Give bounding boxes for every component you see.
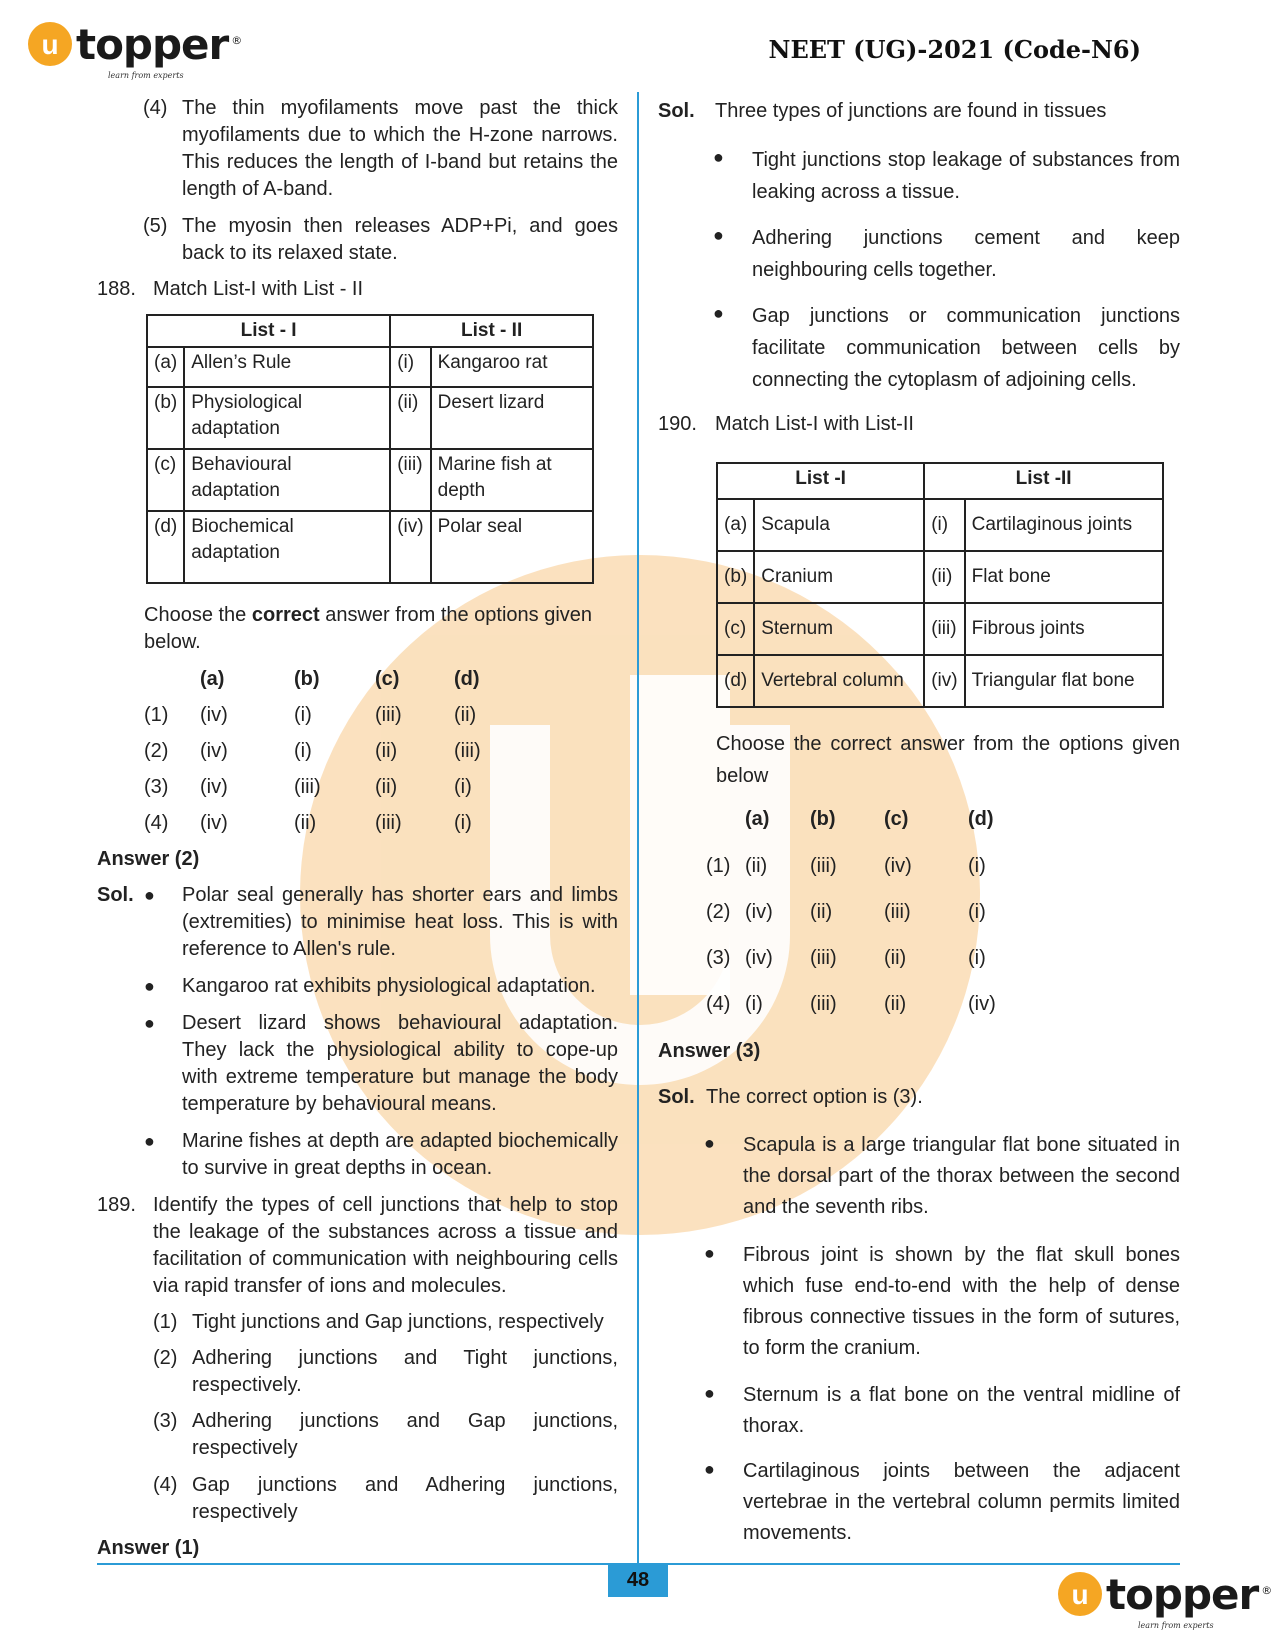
- opt-head: (d): [454, 668, 480, 690]
- sol-label: Sol.: [658, 1086, 695, 1108]
- sol-line: movements.: [743, 1522, 852, 1544]
- sol-intro: Three types of junctions are found in tissues: [715, 100, 1107, 122]
- table-cell: Behavioural adaptation: [184, 449, 390, 511]
- sol-line: Sternum is a flat bone on the ventral midline of: [743, 1384, 1180, 1406]
- sol-text: The correct option is (3).: [706, 1086, 923, 1108]
- sol-line: Tight junctions stop leakage of substances from: [752, 149, 1180, 171]
- table-head: List - II: [390, 315, 593, 347]
- option-number: (2): [144, 740, 169, 762]
- option-cell: (iii): [294, 776, 321, 798]
- sol-line: Marine fishes at depth are adapted biochemically: [182, 1130, 618, 1152]
- sol-line: thorax.: [743, 1415, 805, 1437]
- table-cell: Triangular flat bone: [965, 655, 1163, 707]
- option-cell: (iv): [200, 812, 228, 834]
- opt-head: (b): [810, 808, 836, 830]
- table-cell: (iii): [390, 449, 430, 511]
- option-cell: (ii): [884, 993, 907, 1015]
- option-text: Tight junctions and Gap junctions, respectively: [192, 1311, 604, 1333]
- option-number: (2): [153, 1347, 178, 1369]
- footer-brand-tagline: learn from experts: [1138, 1621, 1214, 1630]
- option-cell: (iv): [200, 740, 228, 762]
- bullet-icon: ●: [144, 885, 155, 905]
- q188-answer: Answer (2): [97, 848, 200, 870]
- q189-line: facilitation of communication with neighbouring cells: [153, 1248, 618, 1270]
- option-cell: (i): [454, 812, 472, 834]
- table-cell: (i): [390, 347, 430, 387]
- option-cell: (i): [968, 901, 986, 923]
- sol-line: and the seventh ribs.: [743, 1196, 929, 1218]
- q187-opt4-line: myofilaments due to which the H-zone narrows.: [182, 124, 618, 146]
- bullet-icon: ●: [713, 303, 724, 323]
- sol-line: the dorsal part of the thorax between the second: [743, 1165, 1180, 1187]
- opt-head: (c): [884, 808, 909, 830]
- option-number: (2): [706, 901, 731, 923]
- q189-number: 189.: [97, 1194, 136, 1216]
- table-cell: (iv): [390, 511, 430, 583]
- topper-u-icon: u: [1058, 1572, 1102, 1616]
- option-cell: (ii): [810, 901, 833, 923]
- q190-answer: Answer (3): [658, 1040, 761, 1062]
- option-cell: (iv): [884, 855, 912, 877]
- option-cell: (iii): [454, 740, 481, 762]
- option-number: (1): [153, 1311, 178, 1333]
- sol-line: (extremities) to minimise heat loss. This is with: [182, 911, 618, 933]
- q190-question: Match List-I with List-II: [715, 413, 914, 435]
- option-text: Gap junctions and Adhering junctions,: [192, 1474, 618, 1496]
- sol-line: Scapula is a large triangular flat bone situated in: [743, 1134, 1180, 1156]
- q188-choose-line2: below.: [144, 631, 201, 653]
- table-head: List - I: [147, 315, 390, 347]
- table-cell: (i): [924, 499, 964, 551]
- table-cell: (a): [717, 499, 754, 551]
- opt-head: (c): [375, 668, 400, 690]
- bullet-icon: ●: [144, 976, 155, 996]
- bullet-icon: ●: [713, 225, 724, 245]
- table-cell: Cranium: [754, 551, 924, 603]
- q189-answer: Answer (1): [97, 1537, 200, 1559]
- sol-line: to survive in great depths in ocean.: [182, 1157, 493, 1179]
- q188-choose-line: Choose the correct answer from the options given: [144, 604, 593, 626]
- footer-brand-name: topper ®: [1106, 1569, 1273, 1619]
- table-cell: Scapula: [754, 499, 924, 551]
- option-cell: (iv): [200, 776, 228, 798]
- option-cell: (ii): [884, 947, 907, 969]
- option-cell: (iii): [375, 704, 402, 726]
- option-number: (3): [144, 776, 169, 798]
- option-cell: (iv): [200, 704, 228, 726]
- table-cell: (iii): [924, 603, 964, 655]
- brand-name: topper ®: [76, 19, 243, 69]
- sol-line: They lack the physiological ability to cope-up: [182, 1039, 618, 1061]
- q187-opt5-line: The myosin then releases ADP+Pi, and goes: [182, 215, 618, 237]
- option-number: (1): [144, 704, 169, 726]
- sol-line: which fuse end-to-end with the help of dense: [743, 1275, 1180, 1297]
- q187-opt4-line: The thin myofilaments move past the thick: [182, 97, 618, 119]
- sol-line: Cartilaginous joints between the adjacent: [743, 1460, 1180, 1482]
- sol-line: vertebrae in the vertebral column permits limited: [743, 1491, 1180, 1513]
- q189-line: the leakage of the substances across a tissue and: [153, 1221, 618, 1243]
- sol-line: with extreme temperature but manage the body: [182, 1066, 618, 1088]
- option-number: (3): [706, 947, 731, 969]
- table-cell: (d): [147, 511, 184, 583]
- option-cell: (ii): [375, 776, 398, 798]
- option-text: respectively: [192, 1437, 298, 1459]
- opt-head: (a): [200, 668, 225, 690]
- table-cell: (c): [147, 449, 184, 511]
- q188-match-table: [146, 314, 594, 584]
- q190-choose-line2: below: [716, 765, 769, 787]
- sol-line: Gap junctions or communication junctions: [752, 305, 1180, 327]
- option-text: respectively.: [192, 1374, 302, 1396]
- option-cell: (i): [745, 993, 763, 1015]
- table-cell: (a): [147, 347, 184, 387]
- option-cell: (iv): [968, 993, 996, 1015]
- brand-tagline: learn from experts: [108, 71, 184, 80]
- q190-choose-line: Choose the correct answer from the options given: [716, 733, 1180, 755]
- table-cell: (ii): [390, 387, 430, 449]
- sol-label: Sol.: [97, 884, 134, 906]
- table-cell: Desert lizard: [431, 387, 593, 449]
- table-head: List -I: [717, 463, 924, 499]
- sol-line: Adhering junctions cement and keep: [752, 227, 1180, 249]
- sol-line: leaking across a tissue.: [752, 181, 960, 203]
- option-cell: (ii): [294, 812, 317, 834]
- opt-head: (d): [968, 808, 994, 830]
- opt-head: (a): [745, 808, 770, 830]
- table-cell: Sternum: [754, 603, 924, 655]
- table-cell: Physiological adaptation: [184, 387, 390, 449]
- option-text: Adhering junctions and Tight junctions,: [192, 1347, 618, 1369]
- q189-line: Identify the types of cell junctions that help to stop: [153, 1194, 618, 1216]
- sol-label: Sol.: [658, 100, 695, 122]
- option-cell: (iii): [810, 947, 837, 969]
- sol-line: Desert lizard shows behavioural adaptation.: [182, 1012, 618, 1034]
- table-cell: Biochemical adaptation: [184, 511, 390, 583]
- bullet-icon: ●: [144, 1013, 155, 1033]
- option-cell: (iii): [884, 901, 911, 923]
- table-cell: (iv): [924, 655, 964, 707]
- table-cell: Fibrous joints: [965, 603, 1163, 655]
- exam-title: NEET (UG)-2021 (Code-N6): [768, 35, 1141, 64]
- option-cell: (ii): [745, 855, 768, 877]
- q188-question: Match List-I with List - II: [153, 278, 364, 300]
- q187-opt4-line: length of A-band.: [182, 178, 334, 200]
- footer-topper-logo: [1058, 1569, 1273, 1630]
- option-number: (4): [153, 1474, 178, 1496]
- q187-opt5-line: back to its relaxed state.: [182, 242, 398, 264]
- option-cell: (i): [968, 855, 986, 877]
- q190-match-table: [716, 462, 1164, 708]
- table-cell: (d): [717, 655, 754, 707]
- table-cell: Kangaroo rat: [431, 347, 593, 387]
- table-cell: Marine fish at depth: [431, 449, 593, 511]
- option-cell: (i): [294, 740, 312, 762]
- column-divider: [637, 92, 639, 1570]
- table-cell: (b): [717, 551, 754, 603]
- q187-opt5-num: (5): [143, 215, 168, 237]
- table-cell: Allen’s Rule: [184, 347, 390, 387]
- bullet-icon: ●: [704, 1133, 715, 1153]
- option-cell: (iii): [810, 855, 837, 877]
- table-cell: Vertebral column: [754, 655, 924, 707]
- table-cell: (b): [147, 387, 184, 449]
- sol-line: Kangaroo rat exhibits physiological adaptation.: [182, 975, 596, 997]
- option-cell: (i): [968, 947, 986, 969]
- q190-number: 190.: [658, 413, 697, 435]
- table-cell: (c): [717, 603, 754, 655]
- option-cell: (iv): [745, 947, 773, 969]
- table-cell: Flat bone: [965, 551, 1163, 603]
- option-number: (4): [144, 812, 169, 834]
- option-number: (3): [153, 1410, 178, 1432]
- bullet-icon: ●: [713, 147, 724, 167]
- option-cell: (iv): [745, 901, 773, 923]
- option-cell: (iii): [375, 812, 402, 834]
- sol-line: Polar seal generally has shorter ears and limbs: [182, 884, 618, 906]
- option-text: Adhering junctions and Gap junctions,: [192, 1410, 618, 1432]
- opt-head: (b): [294, 668, 320, 690]
- q187-opt4-line: This reduces the length of I-band but retains the: [182, 151, 618, 173]
- table-cell: (ii): [924, 551, 964, 603]
- table-cell: Cartilaginous joints: [965, 499, 1163, 551]
- option-cell: (i): [454, 776, 472, 798]
- q189-line: via rapid transfer of ions and molecules.: [153, 1275, 507, 1297]
- option-cell: (iii): [810, 993, 837, 1015]
- bullet-icon: ●: [704, 1383, 715, 1403]
- option-cell: (ii): [375, 740, 398, 762]
- bullet-icon: ●: [704, 1243, 715, 1263]
- topper-u-icon: u: [28, 22, 72, 66]
- option-cell: (ii): [454, 704, 477, 726]
- sol-line: temperature by behavioural means.: [182, 1093, 497, 1115]
- topper-logo: [28, 19, 243, 80]
- table-head: List -II: [924, 463, 1163, 499]
- bullet-icon: ●: [704, 1459, 715, 1479]
- sol-line: connecting the cytoplasm of adjoining cells.: [752, 369, 1137, 391]
- page-number: 48: [608, 1563, 668, 1597]
- option-cell: (i): [294, 704, 312, 726]
- q187-opt4-num: (4): [143, 97, 168, 119]
- q188-number: 188.: [97, 278, 136, 300]
- sol-line: neighbouring cells together.: [752, 259, 997, 281]
- option-number: (4): [706, 993, 731, 1015]
- sol-line: fibrous connective tissues in the form of sutures,: [743, 1306, 1180, 1328]
- sol-line: to form the cranium.: [743, 1337, 921, 1359]
- option-text: respectively: [192, 1501, 298, 1523]
- table-cell: Polar seal: [431, 511, 593, 583]
- bullet-icon: ●: [144, 1131, 155, 1151]
- sol-line: reference to Allen's rule.: [182, 938, 396, 960]
- option-number: (1): [706, 855, 731, 877]
- sol-line: facilitate communication between cells by: [752, 337, 1180, 359]
- sol-line: Fibrous joint is shown by the flat skull bones: [743, 1244, 1180, 1266]
